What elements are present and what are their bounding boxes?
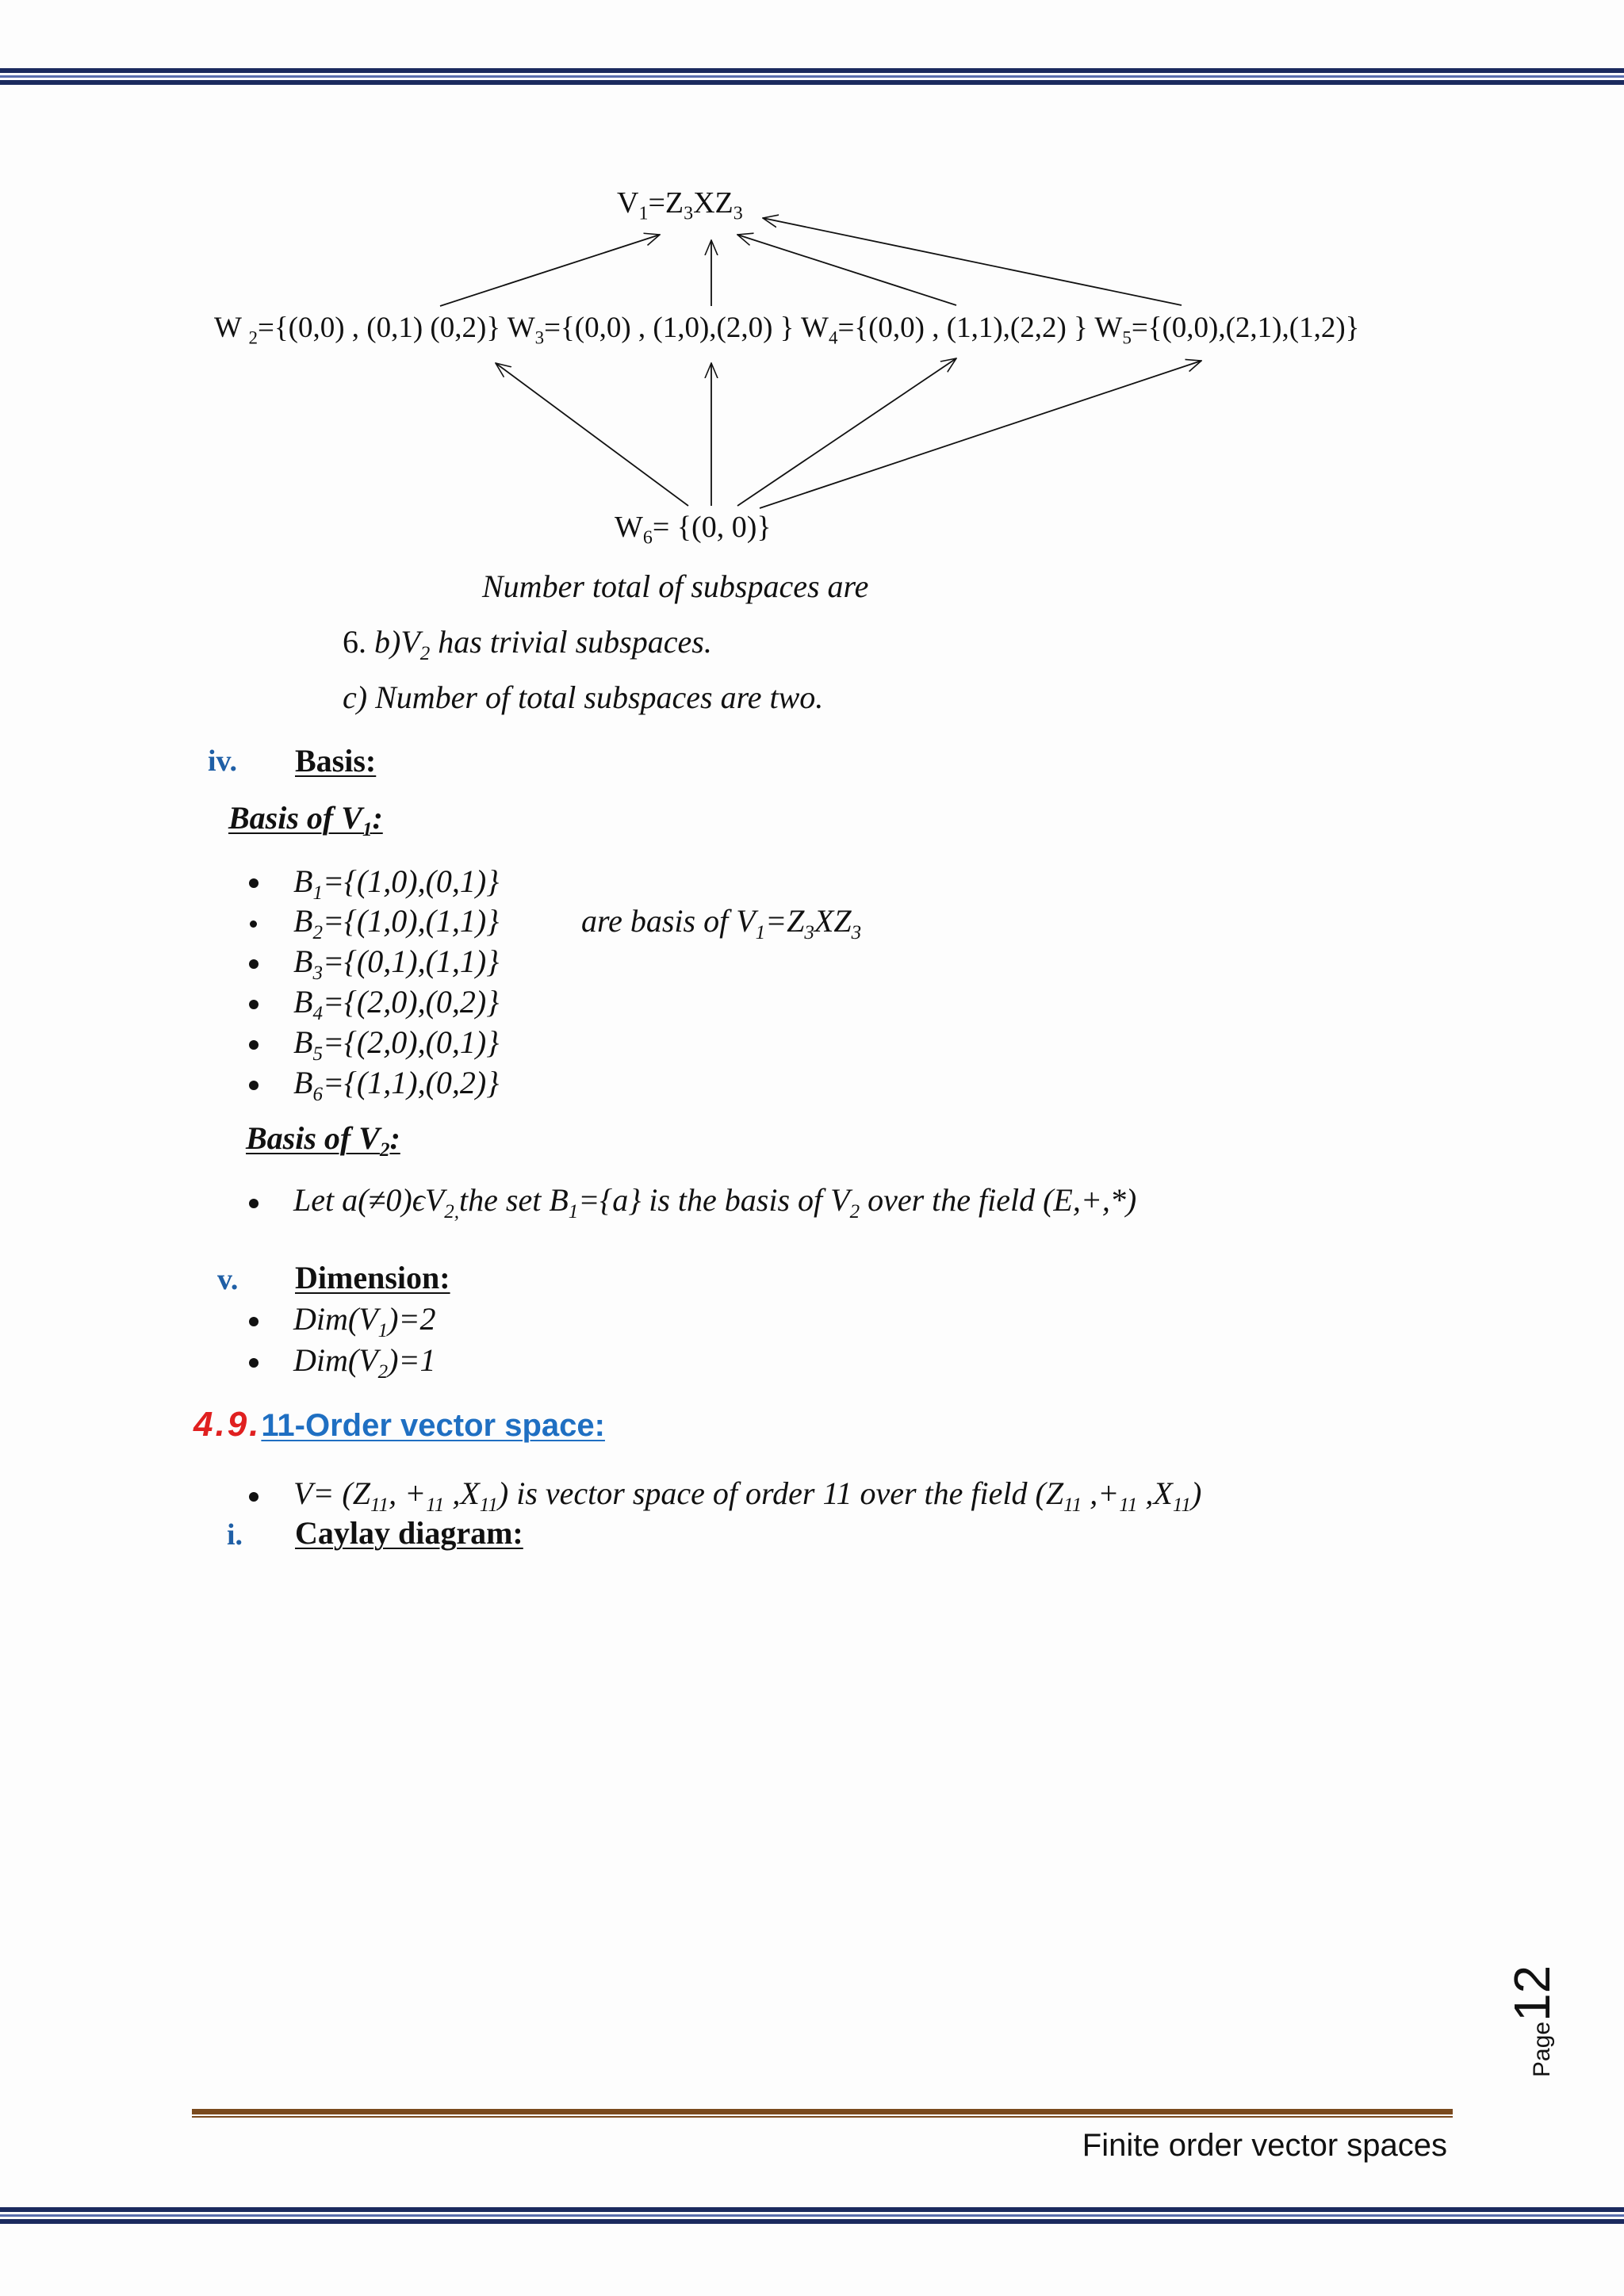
section-i-numeral: i. (227, 1518, 243, 1552)
bullet-icon (249, 1040, 259, 1050)
order-11-statement: $V= (Z_{11}$, $+_{11}$ $,X_{11}$) is vector space of order 11 over the field ($Z_{11}$ $,+_{11}$ $,X_{11}$) (293, 1475, 1202, 1516)
bullet-icon (249, 878, 259, 888)
page-number-block (1503, 1919, 1561, 2077)
basis-v2-heading: Basis of $V_2$: (246, 1120, 400, 1161)
arrow-w6-to-w5 (760, 361, 1201, 508)
section-4-9-heading (193, 1405, 605, 1445)
page-number: 12 (1503, 1965, 1561, 2022)
bullet-icon (249, 1492, 259, 1502)
running-footer-title: Finite order vector spaces (1082, 2128, 1447, 2163)
section-v-numeral: v. (217, 1263, 239, 1296)
section-v-heading: Dimension: (295, 1260, 450, 1295)
arrow-w5-to-v1 (763, 218, 1182, 305)
node-w6: $W_6= \{(0$, 0)} (615, 511, 772, 549)
bullet-icon (249, 1358, 259, 1368)
bullet-icon (249, 959, 259, 969)
subspaces-total-line: c) Number of total subspaces are two. (343, 679, 824, 715)
arrow-w6-to-w2 (496, 363, 688, 506)
basis-v1-heading: Basis of $V_1$: (228, 800, 383, 840)
bullet-icon (249, 1000, 259, 1009)
bullet-icon (249, 1317, 259, 1326)
bullet-icon (249, 1199, 259, 1208)
subspace-lattice-diagram (0, 0, 1624, 571)
node-w3: $W_3=\{(0,0)$ , (1,0),(2,0) } (507, 312, 795, 348)
node-w4: $W_4=\{(0,0)$ , (1,1),(2,2) } (801, 312, 1088, 348)
node-w5: $W_5=\{(0,0),(2,1),(1,2)\}$ (1094, 312, 1360, 348)
bullet-icon (250, 920, 257, 928)
arrow-w6-to-w4 (737, 358, 956, 506)
page-label: Page (1529, 2021, 1555, 2077)
section-iv-numeral: iv. (208, 744, 237, 778)
caylay-diagram-heading: Caylay diagram: (295, 1515, 523, 1551)
section-iv-heading: Basis: (295, 743, 377, 779)
arrow-w2-to-v1 (440, 235, 660, 306)
section-title: 11-Order vector space: (261, 1408, 605, 1443)
node-v1: $V_1=Z_3XZ_3$ (617, 186, 743, 224)
subspaces-count-line: Number total of subspaces are (482, 568, 869, 604)
section-number: 4.9. (193, 1405, 262, 1444)
subspaces-trivial-line: 6. $b)V_2$ has trivial subspaces. (343, 624, 712, 664)
basis-v2-statement: Let $a(\ne 0)\epsilon V_{2,}the$ set $B_1=\{a\}$ is the basis of $V_2$ over the field (E,+,*) (293, 1182, 1137, 1223)
arrow-w4-to-v1 (737, 235, 956, 305)
bullet-icon (249, 1081, 259, 1090)
diagram-middle-row (214, 311, 1359, 348)
bases-note: are basis of $V_1=Z_3XZ_3$ (581, 903, 862, 943)
node-w2: W $_2$={(0,0) , (0,1) (0,2)} (214, 312, 501, 348)
